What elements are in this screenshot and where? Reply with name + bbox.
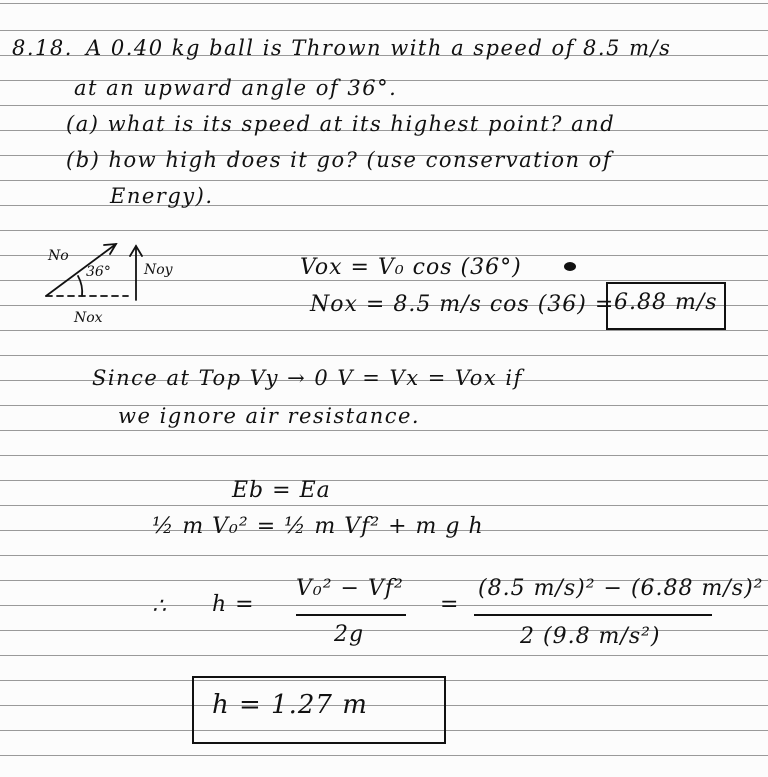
problem-number: 8.18.: [12, 36, 73, 60]
diagram-angle-label: 36°: [86, 264, 111, 280]
problem-line-4: (b) how high does it go? (use conservation of: [66, 148, 613, 172]
problem-line-2: at an upward angle of 36°.: [74, 76, 398, 100]
problem-line-5: Energy).: [110, 184, 214, 208]
fraction-2-bar: [474, 614, 712, 616]
h-label: h =: [212, 592, 255, 617]
diagram-vox-label: Nox: [74, 310, 103, 326]
answer-a: 6.88 m/s: [614, 290, 718, 315]
energy-equation: ½ m V₀² = ½ m Vf² + m g h: [152, 514, 484, 539]
vox-substitution: Nox = 8.5 m/s cos (36) =: [310, 292, 615, 317]
therefore-symbol: ∴: [152, 594, 167, 619]
ink-blot-icon: [564, 262, 576, 271]
fraction-1-denominator: 2g: [334, 622, 365, 647]
diagram-v0-label: No: [48, 248, 69, 264]
energy-equality: Eb = Ea: [232, 478, 331, 503]
answer-b: h = 1.27 m: [212, 690, 368, 720]
fraction-2-denominator: 2 (9.8 m/s²): [520, 624, 661, 649]
since-line-1: Since at Top Vy → 0 V = Vx = Vox if: [92, 366, 523, 390]
diagram-voy-label: Noy: [144, 262, 173, 278]
fraction-1-bar: [296, 614, 406, 616]
fraction-2-numerator: (8.5 m/s)² − (6.88 m/s)²: [478, 576, 764, 601]
vox-formula: Vox = V₀ cos (36°): [300, 255, 522, 280]
fraction-1-numerator: V₀² − Vf²: [296, 576, 404, 601]
since-line-2: we ignore air resistance.: [118, 404, 421, 428]
problem-line-3: (a) what is its speed at its highest point? and: [66, 112, 616, 136]
problem-line-1: A 0.40 kg ball is Thrown with a speed of 8.5 m/s: [86, 36, 672, 60]
equals-sign: =: [440, 592, 460, 617]
